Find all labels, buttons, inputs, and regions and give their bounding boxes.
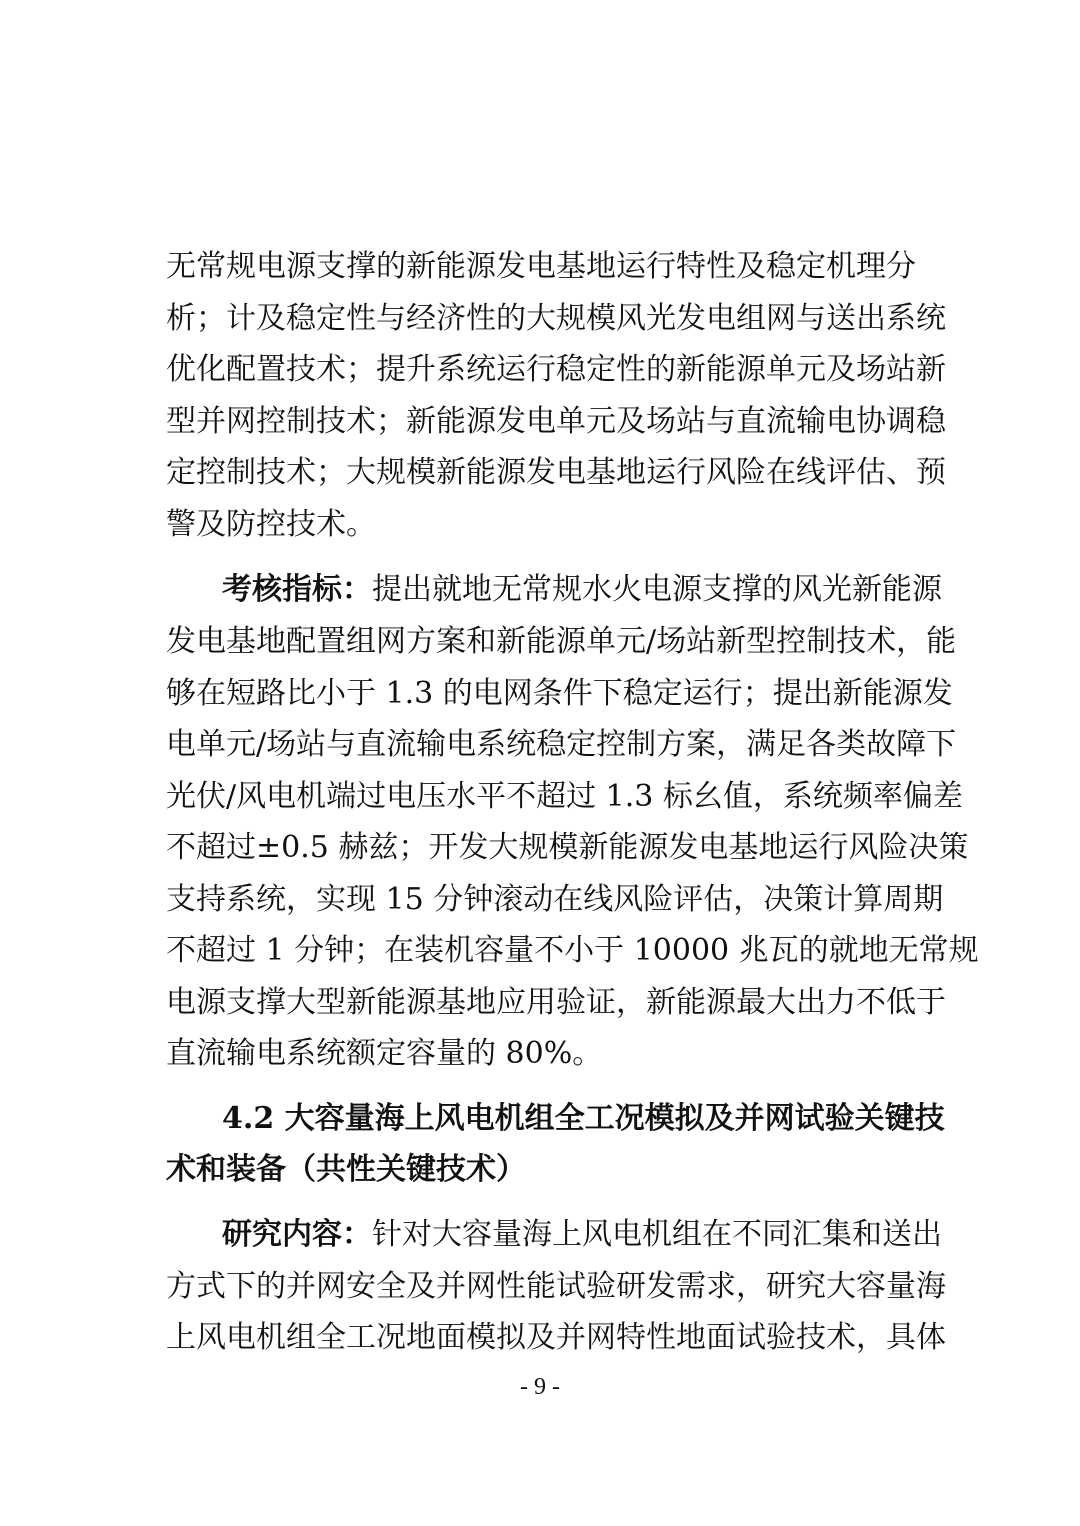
paragraph-1-line-1: 无常规电源支撑的新能源发电基地运行特性及稳定机理分 <box>166 249 916 284</box>
assessment-label: 考核指标： <box>222 572 372 607</box>
paragraph-2-line-5: 光伏/风电机端过电压水平不超过 1.3 标幺值，系统频率偏差 <box>166 779 963 814</box>
paragraph-2-line-8: 不超过 1 分钟；在装机容量不小于 10000 兆瓦的就地无常规 <box>166 933 979 968</box>
paragraph-2-line-1 <box>222 564 942 616</box>
paragraph-2-line-2: 发电基地配置组网方案和新能源单元/场站新型控制技术，能 <box>166 624 957 659</box>
paragraph-2-line-6: 不超过±0.5 赫兹；开发大规模新能源发电基地运行风险决策 <box>166 830 969 865</box>
paragraph-1-line-2: 析；计及稳定性与经济性的大规模风光发电组网与送出系统 <box>166 301 946 336</box>
paragraph-2-line-7: 支持系统，实现 15 分钟滚动在线风险评估，决策计算周期 <box>166 882 944 917</box>
paragraph-3-line-1-text: 针对大容量海上风电机组在不同汇集和送出 <box>372 1217 942 1252</box>
paragraph-2-line-1-text: 提出就地无常规水火电源支撑的风光新能源 <box>372 572 942 607</box>
paragraph-1-line-5: 定控制技术；大规模新能源发电基地运行风险在线评估、预 <box>166 455 946 490</box>
paragraph-2-line-3: 够在短路比小于 1.3 的电网条件下稳定运行；提出新能源发 <box>166 676 953 711</box>
paragraph-2-line-9: 电源支撑大型新能源基地应用验证，新能源最大出力不低于 <box>166 985 946 1020</box>
paragraph-1-line-6: 警及防控技术。 <box>166 507 376 542</box>
paragraph-3-line-3: 上风电机组全工况地面模拟及并网特性地面试验技术，具体 <box>166 1320 946 1355</box>
section-heading-line-2: 术和装备（共性关键技术） <box>166 1152 526 1187</box>
paragraph-2-line-4: 电单元/场站与直流输电系统稳定控制方案，满足各类故障下 <box>166 727 957 762</box>
paragraph-1-line-3: 优化配置技术；提升系统运行稳定性的新能源单元及场站新 <box>166 352 946 387</box>
paragraph-3-line-2: 方式下的并网安全及并网性能试验研发需求，研究大容量海 <box>166 1269 946 1304</box>
paragraph-2-line-10: 直流输电系统额定容量的 80%。 <box>166 1036 603 1071</box>
page-number: - 9 - <box>520 1374 560 1400</box>
paragraph-1-line-4: 型并网控制技术；新能源发电单元及场站与直流输电协调稳 <box>166 404 946 439</box>
section-heading-line-1: 4.2 大容量海上风电机组全工况模拟及并网试验关键技 <box>222 1101 945 1136</box>
research-content-label: 研究内容： <box>222 1217 372 1252</box>
paragraph-3-line-1 <box>222 1209 942 1261</box>
